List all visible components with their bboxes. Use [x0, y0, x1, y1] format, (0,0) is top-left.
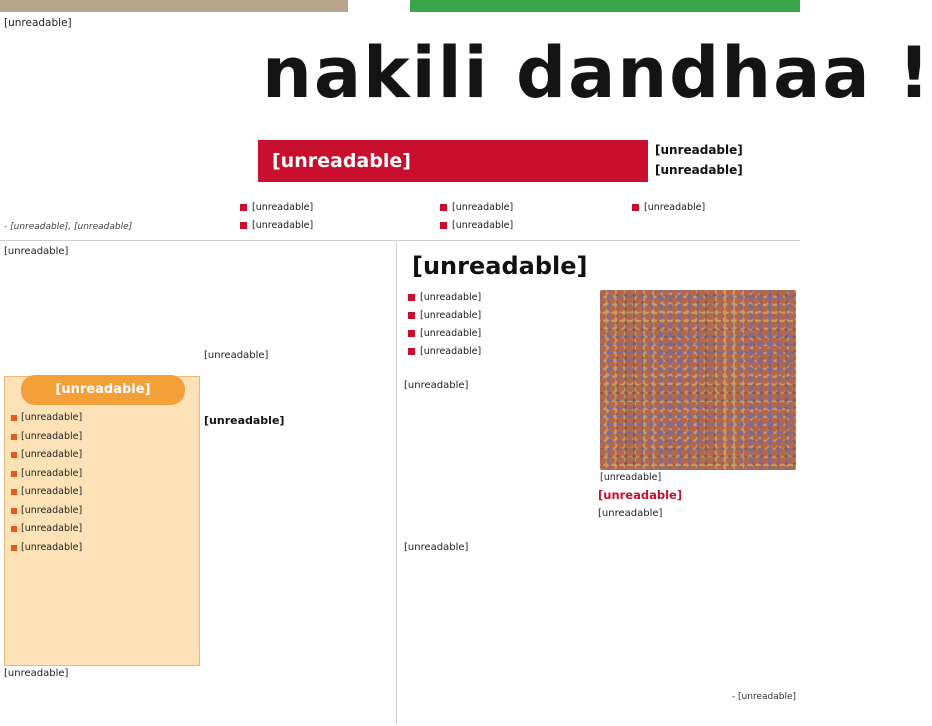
seeds-photo	[600, 290, 796, 470]
suggestion-item: [unreadable]	[11, 541, 195, 555]
suggestions-title: [unreadable]	[21, 375, 185, 405]
right-story-byline: - [unreadable]	[731, 692, 796, 702]
bullet-square-icon	[440, 222, 447, 229]
bullet-square-icon	[408, 330, 415, 337]
article-column-2	[204, 348, 394, 666]
highlights-strip	[240, 198, 800, 238]
right-story-subhead: [unreadable]	[598, 488, 683, 502]
highlight-item: [unreadable]	[240, 202, 313, 213]
highlight-item: [unreadable]	[240, 220, 313, 231]
article-bottom-text: [unreadable]	[4, 668, 69, 679]
suggestion-item: [unreadable]	[11, 485, 195, 499]
article-lead-text: [unreadable]	[4, 246, 69, 257]
suggestions-list	[11, 411, 195, 559]
suggestion-item: [unreadable]	[11, 430, 195, 444]
top-color-band	[410, 0, 800, 12]
bullet-square-icon	[440, 204, 447, 211]
red-banner: [unreadable]	[258, 140, 648, 182]
highlight-item: [unreadable]	[440, 220, 513, 231]
kicker	[655, 140, 795, 186]
divider	[0, 240, 800, 241]
right-highlight-item: [unreadable]	[408, 346, 481, 357]
photo-caption: [unreadable]	[600, 472, 662, 483]
right-story-text-3: [unreadable]	[598, 508, 663, 519]
bullet-square-icon	[240, 204, 247, 211]
top-photo-strip	[0, 0, 348, 12]
intro-column	[4, 16, 250, 221]
right-highlight-item: [unreadable]	[408, 310, 481, 321]
officials-suggestions-box	[4, 376, 200, 666]
kicker-line-2: [unreadable]	[655, 163, 743, 177]
bullet-square-icon	[408, 348, 415, 355]
bullet-square-icon	[408, 312, 415, 319]
suggestion-item: [unreadable]	[11, 448, 195, 462]
article-lead	[4, 244, 392, 348]
suggestion-item: [unreadable]	[11, 522, 195, 536]
highlight-item: [unreadable]	[632, 202, 705, 213]
right-highlight-item: [unreadable]	[408, 292, 481, 303]
suggestion-item: [unreadable]	[11, 411, 195, 425]
right-story-text-1: [unreadable]	[404, 380, 469, 391]
suggestion-item: [unreadable]	[11, 467, 195, 481]
divider	[396, 242, 397, 724]
page-headline: nakili dandhaa !	[262, 32, 932, 114]
suggestion-item: [unreadable]	[11, 504, 195, 518]
highlight-item: [unreadable]	[440, 202, 513, 213]
intro-text: [unreadable]	[4, 17, 72, 29]
right-highlight-item: [unreadable]	[408, 328, 481, 339]
kicker-line-1: [unreadable]	[655, 143, 743, 157]
bullet-square-icon	[408, 294, 415, 301]
article-subhead: [unreadable]	[204, 414, 394, 427]
article-bottom	[4, 666, 392, 722]
intro-byline: - [unreadable], [unreadable]	[4, 222, 133, 232]
bullet-square-icon	[240, 222, 247, 229]
bullet-square-icon	[632, 204, 639, 211]
right-story-headline: [unreadable]	[412, 252, 588, 280]
article-column-2-text: [unreadable]	[204, 350, 269, 361]
right-story-text-2: [unreadable]	[404, 542, 469, 553]
